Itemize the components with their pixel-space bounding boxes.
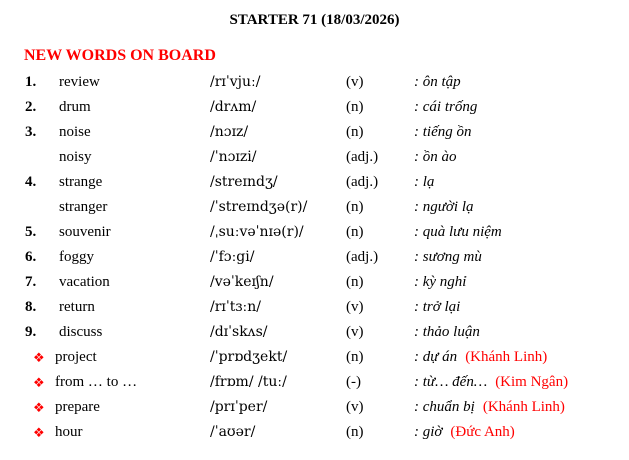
vocab-ipa: /ˈaʊər/ (210, 424, 256, 440)
vocab-pos: (v) (346, 74, 364, 90)
vocab-word: prepare (55, 399, 100, 415)
row-number: 8. (25, 299, 37, 315)
vocab-meaning: : sương mù (414, 249, 482, 265)
vocab-pos: (adj.) (346, 249, 379, 265)
vocab-ipa: /vəˈkeɪʃn/ (210, 274, 274, 290)
vocab-meaning: : cái trống (414, 99, 478, 115)
vocab-pos: (adj.) (346, 174, 379, 190)
vocab-meaning: : giờ (414, 424, 443, 440)
vocab-ipa: /ˈstreɪndʒə(r)/ (210, 199, 308, 215)
vocab-word: from … to … (55, 374, 138, 390)
row-number: 7. (25, 274, 37, 290)
row-number: 6. (25, 249, 37, 265)
vocab-row (0, 120, 629, 145)
vocab-ipa: /rɪˈvjuː/ (210, 74, 261, 90)
vocab-meaning-group (414, 420, 515, 445)
vocab-pos: (v) (346, 399, 364, 415)
student-vocab-row (0, 370, 629, 395)
vocab-meaning: : tiếng ồn (414, 124, 472, 140)
vocab-ipa: /ˈprɒdʒekt/ (210, 349, 288, 365)
vocab-ipa: /streɪndʒ/ (210, 174, 278, 190)
student-name: (Khánh Linh) (465, 349, 548, 365)
student-name: (Khánh Linh) (482, 399, 565, 415)
vocab-row (0, 270, 629, 295)
vocab-ipa: /prɪˈper/ (210, 399, 268, 415)
vocab-pos: (n) (346, 224, 364, 240)
vocab-pos: (n) (346, 199, 364, 215)
student-name: (Kim Ngân) (495, 374, 569, 390)
vocab-ipa: /nɔɪz/ (210, 124, 249, 140)
vocab-pos: (n) (346, 124, 364, 140)
vocab-ipa: /ˈnɔɪzi/ (210, 149, 257, 165)
vocab-word: strange (59, 174, 103, 190)
diamond-bullet-icon: ❖ (33, 350, 45, 365)
row-number: 2. (25, 99, 37, 115)
student-vocab-row (0, 395, 629, 420)
vocab-meaning: : chuẩn bị (414, 399, 475, 415)
row-number: 3. (25, 124, 37, 140)
vocab-meaning-group (414, 345, 547, 370)
vocab-meaning: : lạ (414, 174, 435, 190)
vocab-word: hour (55, 424, 83, 440)
vocab-pos: (v) (346, 324, 364, 340)
vocab-ipa: /ˈfɔːgi/ (210, 249, 255, 265)
vocab-meaning: : kỳ nghỉ (414, 274, 467, 290)
student-name: (Đức Anh) (450, 424, 515, 440)
diamond-bullet-icon: ❖ (33, 375, 45, 390)
vocab-pos: (n) (346, 274, 364, 290)
vocab-row (0, 245, 629, 270)
vocab-pos: (n) (346, 99, 364, 115)
row-number: 5. (25, 224, 37, 240)
vocab-ipa: /dɪˈskʌs/ (210, 324, 268, 340)
vocab-word: vacation (59, 274, 110, 290)
row-number: 4. (25, 174, 37, 190)
vocab-meaning: : dự án (414, 349, 458, 365)
vocab-word: souvenir (59, 224, 111, 240)
vocab-meaning: : người lạ (414, 199, 474, 215)
page-title: STARTER 71 (18/03/2026) (229, 12, 400, 28)
vocab-word: noisy (59, 149, 92, 165)
vocab-row (0, 170, 629, 195)
vocab-row (0, 320, 629, 345)
student-vocab-row (0, 345, 629, 370)
vocab-word: review (59, 74, 100, 90)
vocab-meaning: : ồn ào (414, 149, 457, 165)
vocab-row (0, 95, 629, 120)
vocab-word: return (59, 299, 95, 315)
vocab-ipa: /frɒm/ /tuː/ (210, 374, 287, 390)
vocab-word: noise (59, 124, 91, 140)
row-number: 9. (25, 324, 37, 340)
vocab-meaning: : từ… đến… (414, 374, 488, 390)
vocab-row (0, 195, 629, 220)
diamond-bullet-icon: ❖ (33, 425, 45, 440)
vocab-meaning-group (414, 370, 568, 395)
vocab-pos: (v) (346, 299, 364, 315)
vocab-pos: (n) (346, 424, 364, 440)
diamond-bullet-icon: ❖ (33, 400, 45, 415)
vocab-row (0, 70, 629, 95)
vocab-word: project (55, 349, 97, 365)
vocab-pos: (-) (346, 374, 361, 390)
vocab-row (0, 295, 629, 320)
vocab-meaning-group (414, 395, 565, 420)
vocab-meaning: : thảo luận (414, 324, 480, 340)
vocab-row (0, 220, 629, 245)
vocab-row (0, 145, 629, 170)
vocab-meaning: : quà lưu niệm (414, 224, 502, 240)
vocab-pos: (n) (346, 349, 364, 365)
vocab-word: foggy (59, 249, 94, 265)
vocab-ipa: /drʌm/ (210, 99, 257, 115)
student-vocab-row (0, 420, 629, 445)
vocab-meaning: : ôn tập (414, 74, 461, 90)
vocab-ipa: /ˌsuːvəˈnɪə(r)/ (210, 224, 304, 240)
vocab-word: drum (59, 99, 91, 115)
section-heading: NEW WORDS ON BOARD (24, 47, 216, 64)
vocab-word: discuss (59, 324, 103, 340)
vocab-word: stranger (59, 199, 108, 215)
vocab-pos: (adj.) (346, 149, 379, 165)
vocab-ipa: /rɪˈtɜːn/ (210, 299, 261, 315)
vocab-meaning: : trở lại (414, 299, 461, 315)
row-number: 1. (25, 74, 37, 90)
